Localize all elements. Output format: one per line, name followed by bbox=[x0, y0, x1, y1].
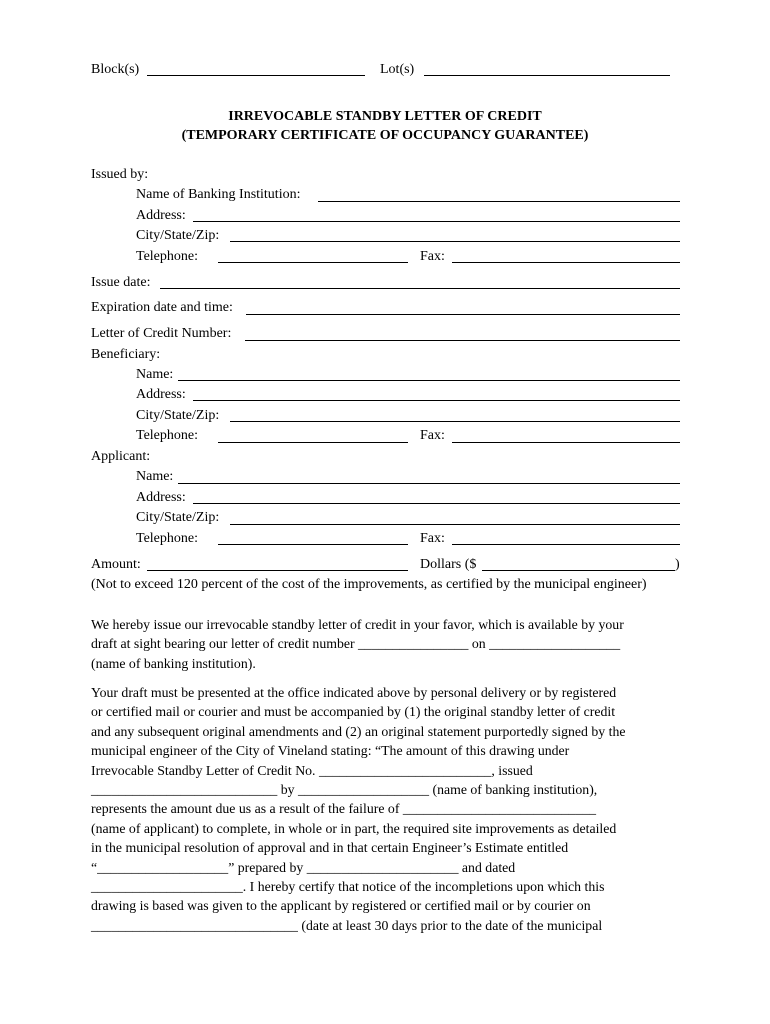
paragraph-line: in the municipal resolution of approval and in that certain Engineer’s Estimate entitled bbox=[91, 840, 569, 856]
beneficiary-address-label: Address: bbox=[136, 387, 186, 402]
bank-name-field[interactable] bbox=[318, 201, 680, 202]
paragraph-line: (name of applicant) to complete, in whole or in part, the required site improvements as detailed bbox=[91, 820, 617, 836]
applicant-city-field[interactable] bbox=[230, 524, 680, 525]
issuer-address-field[interactable] bbox=[193, 221, 680, 222]
issuer-address-label: Address: bbox=[136, 208, 186, 223]
expiration-label: Expiration date and time: bbox=[91, 300, 233, 315]
amount-words-field[interactable] bbox=[147, 570, 408, 571]
amount-note: (Not to exceed 120 percent of the cost of the improvements, as certified by the municipal engineer) bbox=[91, 577, 647, 592]
applicant-heading: Applicant: bbox=[91, 449, 151, 464]
applicant-fax-field[interactable] bbox=[452, 544, 680, 545]
issued-by-heading: Issued by: bbox=[91, 167, 149, 182]
applicant-address-field[interactable] bbox=[193, 503, 680, 504]
beneficiary-fax-label: Fax: bbox=[420, 428, 445, 443]
beneficiary-name-label: Name: bbox=[136, 367, 174, 382]
paragraph-line: drawing is based was given to the applicant by registered or certified mail or by courier on bbox=[91, 898, 591, 914]
beneficiary-city-label: City/State/Zip: bbox=[136, 408, 220, 423]
issuer-city-field[interactable] bbox=[230, 241, 680, 242]
issuer-telephone-label: Telephone: bbox=[136, 249, 198, 264]
applicant-telephone-field[interactable] bbox=[218, 544, 408, 545]
beneficiary-name-field[interactable] bbox=[178, 380, 680, 381]
paragraph-line: “___________________” prepared by ______________________ and dated bbox=[91, 859, 516, 875]
paragraph-line: Irrevocable Standby Letter of Credit No. _________________________, issued bbox=[91, 762, 533, 778]
beneficiary-heading: Beneficiary: bbox=[91, 347, 161, 362]
dollars-label: Dollars ($ bbox=[420, 557, 477, 572]
applicant-telephone-label: Telephone: bbox=[136, 531, 198, 546]
beneficiary-fax-field[interactable] bbox=[452, 442, 680, 443]
beneficiary-city-field[interactable] bbox=[230, 421, 680, 422]
paragraph-line: ______________________. I hereby certify that notice of the incompletions upon which this bbox=[91, 878, 605, 894]
issuer-fax-field[interactable] bbox=[452, 262, 680, 263]
applicant-name-label: Name: bbox=[136, 469, 174, 484]
amount-dollars-field[interactable] bbox=[482, 570, 675, 571]
paragraph-line: and any subsequent original amendments and (2) an original statement purportedly signed by the bbox=[91, 723, 626, 739]
issuer-telephone-field[interactable] bbox=[218, 262, 408, 263]
paragraph-line: or certified mail or courier and must be accompanied by (1) the original standby letter of credit bbox=[91, 704, 616, 720]
paragraph-line: We hereby issue our irrevocable standby letter of credit in your favor, which is available by your bbox=[91, 617, 624, 632]
issuer-city-label: City/State/Zip: bbox=[136, 228, 220, 243]
issue-date-label: Issue date: bbox=[91, 275, 151, 290]
bank-name-label: Name of Banking Institution: bbox=[136, 187, 301, 202]
beneficiary-address-field[interactable] bbox=[193, 400, 680, 401]
applicant-name-field[interactable] bbox=[178, 483, 680, 484]
paragraph-line: ______________________________ (date at least 30 days prior to the date of the municipal bbox=[91, 917, 603, 933]
lot-label: Lot(s) bbox=[380, 62, 415, 77]
paragraph-line: (name of banking institution). bbox=[91, 655, 256, 671]
block-label: Block(s) bbox=[91, 62, 140, 77]
issue-date-field[interactable] bbox=[160, 288, 680, 289]
beneficiary-telephone-field[interactable] bbox=[218, 442, 408, 443]
draft-requirements-paragraph bbox=[91, 683, 691, 935]
applicant-address-label: Address: bbox=[136, 490, 186, 505]
loc-number-label: Letter of Credit Number: bbox=[91, 326, 232, 341]
amount-label: Amount: bbox=[91, 557, 141, 572]
paragraph-line: Your draft must be presented at the office indicated above by personal delivery or by registered bbox=[91, 685, 617, 700]
loc-number-field[interactable] bbox=[245, 340, 680, 341]
dollars-close-paren: ) bbox=[675, 557, 680, 572]
paragraph-line: draft at sight bearing our letter of credit number ________________ on ___________________ bbox=[91, 636, 621, 652]
beneficiary-telephone-label: Telephone: bbox=[136, 428, 198, 443]
block-field[interactable] bbox=[147, 75, 365, 76]
issuance-paragraph bbox=[91, 615, 691, 673]
paragraph-line: municipal engineer of the City of Vineland stating: “The amount of this drawing under bbox=[91, 743, 570, 759]
expiration-field[interactable] bbox=[246, 314, 680, 315]
applicant-city-label: City/State/Zip: bbox=[136, 510, 220, 525]
applicant-fax-label: Fax: bbox=[420, 531, 445, 546]
document-subtitle: (TEMPORARY CERTIFICATE OF OCCUPANCY GUARANTEE) bbox=[181, 128, 589, 143]
lot-field[interactable] bbox=[424, 75, 670, 76]
paragraph-line: ___________________________ by ___________________ (name of banking institution), bbox=[91, 781, 598, 797]
issuer-fax-label: Fax: bbox=[420, 249, 445, 264]
document-title: IRREVOCABLE STANDBY LETTER OF CREDIT bbox=[228, 109, 542, 124]
paragraph-line: represents the amount due us as a result of the failure of ____________________________ bbox=[91, 801, 597, 817]
